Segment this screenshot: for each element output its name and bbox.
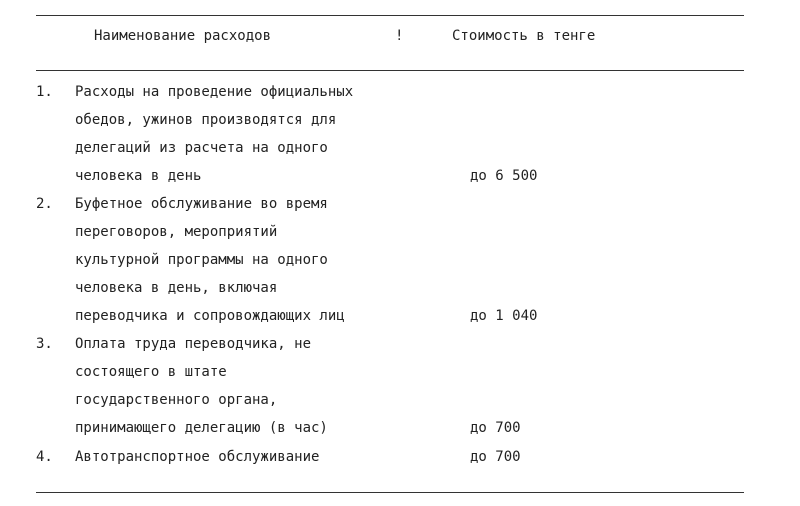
description-line: Буфетное обслуживание во время bbox=[75, 196, 328, 212]
row-number: 3. bbox=[36, 336, 53, 352]
description-line: состоящего в штате bbox=[75, 364, 227, 380]
description-line: Оплата труда переводчика, не bbox=[75, 336, 312, 352]
description-line: Автотранспортное обслуживание bbox=[75, 449, 320, 465]
row-description bbox=[75, 190, 345, 330]
row-description bbox=[75, 443, 319, 471]
table-header-rule bbox=[36, 70, 744, 71]
row-description bbox=[75, 78, 353, 190]
row-cost: до 700 bbox=[470, 420, 521, 436]
description-line: переводчика и сопровождающих лиц bbox=[75, 308, 345, 324]
column-header-name: Наименование расходов bbox=[94, 28, 272, 44]
description-line: культурной программы на одного bbox=[75, 252, 328, 268]
description-line: переговоров, мероприятий bbox=[75, 224, 278, 240]
description-line: принимающего делегацию (в час) bbox=[75, 420, 328, 436]
table-top-rule bbox=[36, 15, 744, 16]
row-number: 1. bbox=[36, 84, 53, 100]
row-cost: до 1 040 bbox=[470, 308, 538, 324]
description-line: Расходы на проведение официальных bbox=[75, 84, 354, 100]
description-line: обедов, ужинов производятся для bbox=[75, 112, 337, 128]
description-line: государственного органа, bbox=[75, 392, 278, 408]
row-number: 4. bbox=[36, 449, 53, 465]
row-number: 2. bbox=[36, 196, 53, 212]
row-cost: до 6 500 bbox=[470, 168, 538, 184]
description-line: человека в день bbox=[75, 168, 202, 184]
row-description bbox=[75, 330, 328, 442]
description-line: человека в день, включая bbox=[75, 280, 278, 296]
column-header-separator: ! bbox=[395, 28, 404, 44]
column-header-cost: Стоимость в тенге bbox=[452, 28, 596, 44]
table-bottom-rule bbox=[36, 492, 744, 493]
row-cost: до 700 bbox=[470, 449, 521, 465]
description-line: делегаций из расчета на одного bbox=[75, 140, 328, 156]
